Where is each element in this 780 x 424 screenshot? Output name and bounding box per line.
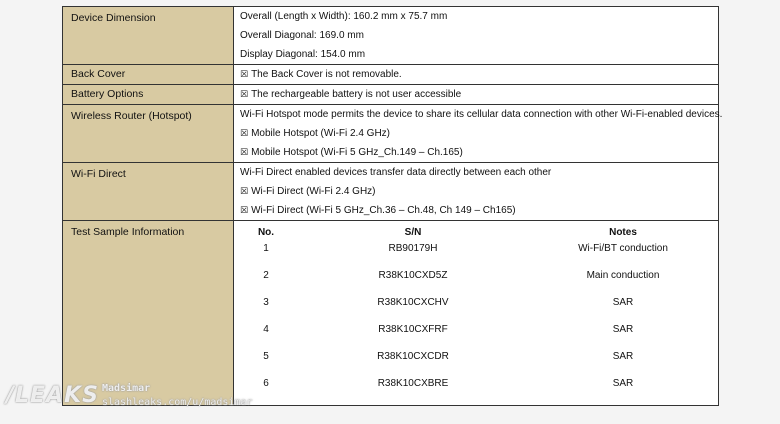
wifi-direct-option: Wi-Fi Direct (Wi-Fi 2.4 GHz)	[251, 186, 376, 197]
wifi-direct-option: Wi-Fi Direct (Wi-Fi 5 GHz_Ch.36 – Ch.48, Ch 149 – Ch165)	[251, 205, 516, 216]
sample-no: 3	[263, 297, 269, 308]
sample-notes: SAR	[612, 324, 634, 335]
back-cover-text: The Back Cover is not removable.	[251, 69, 402, 80]
sample-row	[234, 378, 718, 405]
sample-no: 1	[263, 243, 269, 254]
value-wifi-direct	[234, 163, 719, 221]
sample-row	[234, 270, 718, 297]
watermark-url: slashleaks.com/u/madsimar	[102, 397, 253, 408]
sample-no: 2	[263, 270, 269, 281]
checked-box-icon: ☒	[240, 70, 249, 80]
sample-row	[234, 297, 718, 324]
checked-box-icon: ☒	[240, 206, 249, 216]
label-back-cover: Back Cover	[63, 65, 234, 85]
sample-notes: SAR	[612, 378, 634, 389]
row-device-dimension	[63, 7, 719, 65]
sample-notes: SAR	[612, 297, 634, 308]
header-sn: S/N	[404, 226, 422, 238]
sample-table	[234, 221, 718, 405]
label-test-sample: Test Sample Information	[63, 221, 234, 406]
checked-box-icon: ☒	[240, 148, 249, 158]
checked-box-icon: ☒	[240, 90, 249, 100]
sample-header-row	[234, 221, 718, 243]
hotspot-intro: Wi-Fi Hotspot mode permits the device to share its cellular data connection with other Wi-Fi-enabled devices.	[240, 109, 723, 120]
row-test-sample	[63, 221, 719, 406]
value-device-dimension	[234, 7, 719, 65]
row-back-cover	[63, 65, 719, 85]
sample-row	[234, 351, 718, 378]
sample-no: 6	[263, 378, 269, 389]
value-battery-options	[234, 85, 719, 105]
dimension-line: Overall Diagonal: 169.0 mm	[240, 30, 364, 41]
label-battery-options: Battery Options	[63, 85, 234, 105]
label-wifi-direct: Wi-Fi Direct	[63, 163, 234, 221]
value-test-sample	[234, 221, 719, 406]
sample-sn: R38K10CXD5Z	[378, 270, 448, 281]
sample-notes: SAR	[612, 351, 634, 362]
sample-sn: R38K10CXFRF	[378, 324, 448, 335]
hotspot-option: Mobile Hotspot (Wi-Fi 5 GHz_Ch.149 – Ch.165)	[251, 147, 463, 158]
sample-sn: R38K10CXCHV	[377, 297, 449, 308]
watermark-user: Madsimar	[102, 383, 151, 394]
header-no: No.	[257, 226, 275, 238]
watermark	[6, 383, 253, 408]
battery-text: The rechargeable battery is not user accessible	[251, 89, 462, 100]
checked-box-icon: ☒	[240, 187, 249, 197]
checked-box-icon: ☒	[240, 129, 249, 139]
sample-sn: R38K10CXBRE	[377, 378, 449, 389]
sample-no: 5	[263, 351, 269, 362]
dimension-line: Display Diagonal: 154.0 mm	[240, 49, 366, 60]
label-device-dimension: Device Dimension	[63, 7, 234, 65]
sample-row	[234, 324, 718, 351]
sample-notes: Wi-Fi/BT conduction	[578, 243, 668, 254]
sample-no: 4	[263, 324, 269, 335]
hotspot-option: Mobile Hotspot (Wi-Fi 2.4 GHz)	[251, 128, 390, 139]
sample-sn: RB90179H	[388, 243, 438, 254]
row-battery-options	[63, 85, 719, 105]
value-hotspot	[234, 105, 723, 163]
wifi-direct-intro: Wi-Fi Direct enabled devices transfer data directly between each other	[240, 167, 552, 178]
slashleaks-logo: /LEAKS	[6, 383, 100, 408]
label-hotspot: Wireless Router (Hotspot)	[63, 105, 234, 163]
dimension-line: Overall (Length x Width): 160.2 mm x 75.7 mm	[240, 11, 448, 22]
sample-row	[234, 243, 718, 270]
sample-sn: R38K10CXCDR	[377, 351, 449, 362]
row-hotspot	[63, 105, 719, 163]
row-wifi-direct	[63, 163, 719, 221]
sample-notes: Main conduction	[586, 270, 660, 281]
header-notes: Notes	[609, 226, 637, 238]
value-back-cover	[234, 65, 719, 85]
spec-table	[62, 6, 723, 406]
